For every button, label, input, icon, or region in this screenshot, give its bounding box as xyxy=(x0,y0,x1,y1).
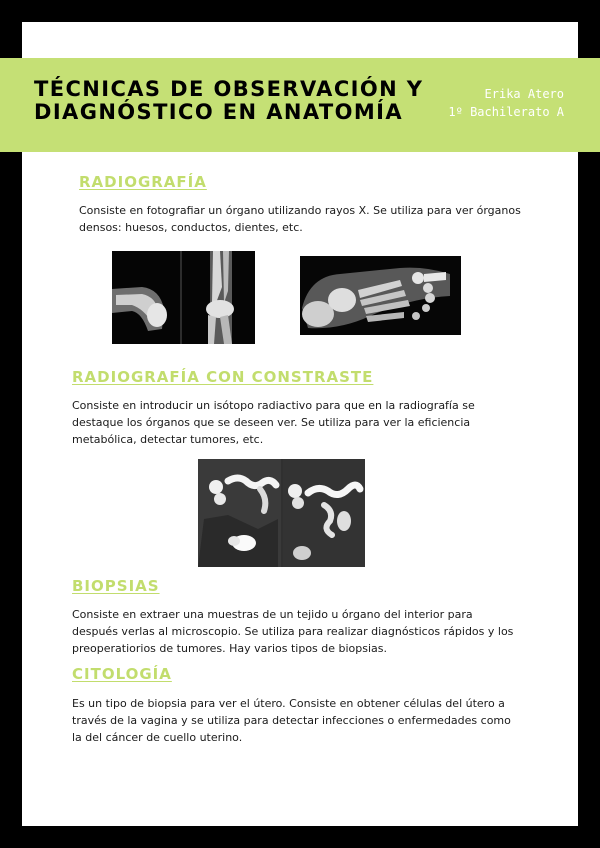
section-title-radiografia-contraste: RADIOGRAFÍA CON CONSTRASTE xyxy=(72,368,374,386)
foot-xray-image xyxy=(300,256,461,335)
text-line: después verlas al microscopio. Se utiliza para realizar diagnósticos rápidos y los xyxy=(72,625,514,638)
text-line: través de la vagina y se utiliza para detectar infecciones o enfermedades como xyxy=(72,714,511,727)
section-text-citologia xyxy=(72,695,511,746)
section-text-radiografia-contraste xyxy=(72,397,475,448)
author-name: Erika Atero xyxy=(484,87,564,101)
abdominal-contrast-xray-image xyxy=(198,459,365,567)
section-title-radiografia: RADIOGRAFÍA xyxy=(79,173,207,191)
section-text-biopsias xyxy=(72,606,513,657)
text-line: preoperatiorios de tumores. Hay varios tipos de biopsias. xyxy=(72,642,388,655)
text-line: Consiste en extraer una muestras de un tejido u órgano del interior para xyxy=(72,608,473,621)
text-line: metabólica, detectar tumores, etc. xyxy=(72,433,264,446)
elbow-xray-image xyxy=(112,251,255,344)
text-line: densos: huesos, conductos, dientes, etc. xyxy=(79,221,303,234)
section-title-biopsias: BIOPSIAS xyxy=(72,577,160,595)
text-line: destaque los órganos que se deseen ver. Se utiliza para ver la eficiencia xyxy=(72,416,471,429)
text-line: Es un tipo de biopsia para ver el útero. Consiste en obtener células del útero a xyxy=(72,697,505,710)
text-line: la del cáncer de cuello uterino. xyxy=(72,731,243,744)
section-title-citologia: CITOLOGÍA xyxy=(72,665,172,683)
title-line-1: TÉCNICAS DE OBSERVACIÓN Y xyxy=(34,77,424,101)
author-info xyxy=(448,85,564,121)
section-text-radiografia xyxy=(79,202,521,236)
author-class: 1º Bachilerato A xyxy=(448,105,564,119)
text-line: Consiste en fotografiar un órgano utilizando rayos X. Se utiliza para ver órganos xyxy=(79,204,521,217)
page-title xyxy=(34,78,423,124)
text-line: Consiste en introducir un isótopo radiactivo para que en la radiografía se xyxy=(72,399,475,412)
title-line-2: DIAGNÓSTICO EN ANATOMÍA xyxy=(34,100,404,124)
